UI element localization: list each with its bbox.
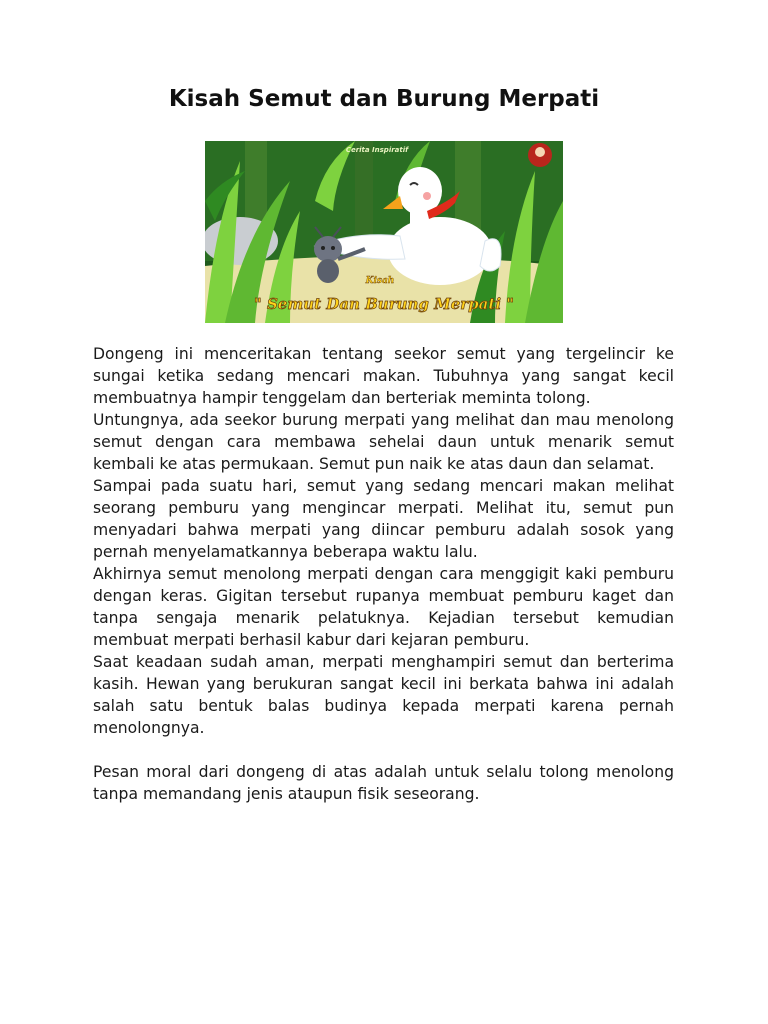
paragraph: Sampai pada suatu hari, semut yang sedang mencari makan melihat seorang pemburu yang mengincar merpati. Melihat itu, semut pun menyadari bahwa merpati yang diincar pemburu adalah sosok yang pernah menyelamatkannya beberapa waktu lalu. <box>93 477 674 561</box>
paragraph: Saat keadaan sudah aman, merpati menghampiri semut dan berterima kasih. Hewan yang berukuran sangat kecil ini berkata bahwa ini adalah salah satu bentuk balas budinya kepada merpati karena pernah menolongnya. <box>93 653 674 737</box>
story-body <box>93 343 674 805</box>
ant-body <box>317 259 339 283</box>
story-illustration <box>205 141 563 323</box>
paragraph: Akhirnya semut menolong merpati dengan cara menggigit kaki pemburu dengan keras. Gigitan tersebut rupanya membuat pemburu kaget dan tanpa sengaja menarik pelatuknya. Kejadian tersebut kemudian membuat merpati berhasil kabur dari kejaran pemburu. <box>93 565 674 649</box>
caption-small: Kisah <box>365 276 395 286</box>
page-title: Kisah Semut dan Burung Merpati <box>168 86 600 112</box>
banner-title: Cerita Inspiratif <box>345 146 409 154</box>
caption-main: " Semut Dan Burung Merpati " <box>253 295 515 313</box>
moral-paragraph: Pesan moral dari dongeng di atas adalah untuk selalu tolong menolong tanpa memandang jenis ataupun fisik seseorang. <box>93 763 674 803</box>
paragraph: Untungnya, ada seekor burung merpati yang melihat dan mau menolong semut dengan cara membawa sehelai daun untuk menarik semut kembali ke atas permukaan. Semut pun naik ke atas daun dan selamat. <box>93 411 674 473</box>
paragraph: Dongeng ini menceritakan tentang seekor semut yang tergelincir ke sungai ketika sedang mencari makan. Tubuhnya yang sangat kecil membuatnya hampir tenggelam dan berteriak meminta tolong. <box>93 345 674 407</box>
